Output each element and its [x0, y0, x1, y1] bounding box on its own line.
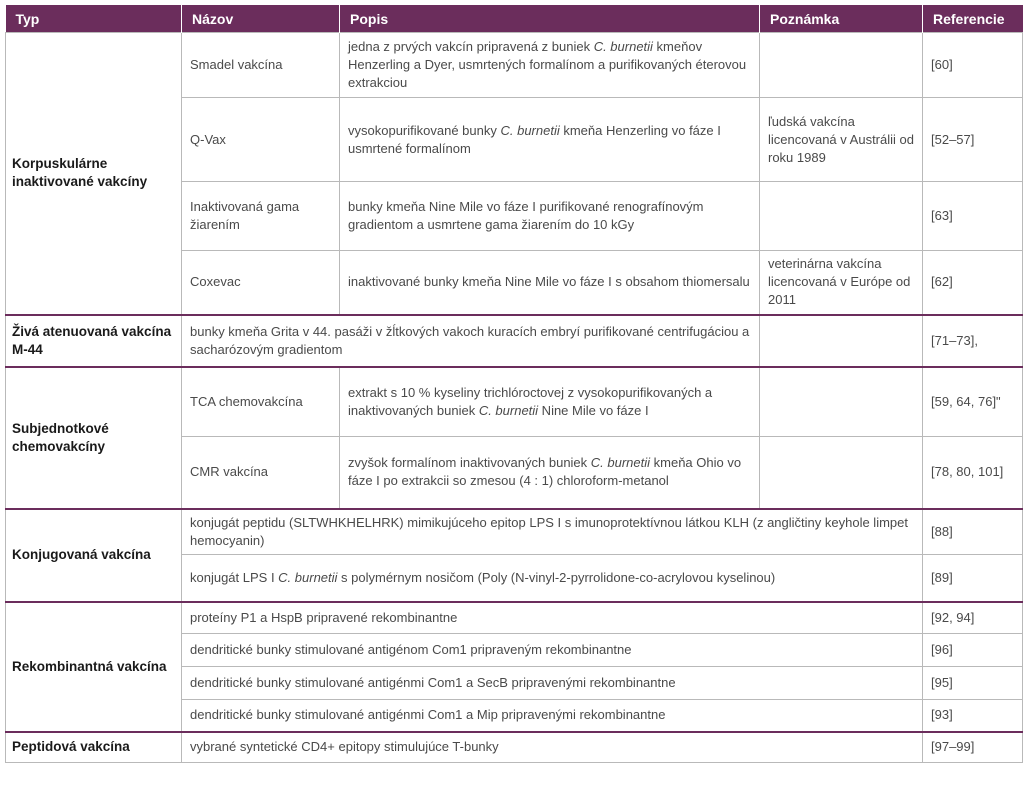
ref-cell: [89] — [923, 555, 1023, 602]
header-popis: Popis — [340, 5, 760, 33]
desc-cell: dendritické bunky stimulované antigénmi Com1 a Mip pripravenými rekombinantne — [182, 700, 923, 732]
note-cell — [760, 437, 923, 509]
desc-cell: konjugát peptidu (SLTWHKHELHRK) mimikujúceho epitop LPS I s imunoprotektívnou látkou KLH (z angličtiny keyhole limpet hemocyanin) — [182, 509, 923, 555]
header-referencie: Referencie — [923, 5, 1023, 33]
name-cell: Inaktivovaná gama žiarením — [182, 182, 340, 251]
ref-cell: [95] — [923, 667, 1023, 700]
desc-cell: dendritické bunky stimulované antigénom Com1 pripraveným rekombinantne — [182, 634, 923, 667]
table-header-row — [6, 5, 1023, 33]
ref-cell: [97–99] — [923, 732, 1023, 763]
note-cell: veterinárna vakcína licencovaná v Európe od 2011 — [760, 251, 923, 315]
desc-cell: bunky kmeňa Grita v 44. pasáži v žĺtkových vakoch kuracích embryí purifikované centrifugáciou a sacharózovým gradientom — [182, 315, 760, 367]
ref-cell: [52–57] — [923, 98, 1023, 182]
desc-cell: vysokopurifikované bunky C. burnetii kmeňa Henzerling vo fáze I usmrtené formalínom — [340, 98, 760, 182]
desc-cell: extrakt s 10 % kyseliny trichlóroctovej z vysokopurifikovaných a inaktivovaných buniek C. burnetii Nine Mile vo fáze I — [340, 367, 760, 437]
header-typ: Typ — [6, 5, 182, 33]
table-row — [6, 33, 1023, 98]
note-cell: ľudská vakcína licencovaná v Austrálii od roku 1989 — [760, 98, 923, 182]
ref-cell: [60] — [923, 33, 1023, 98]
desc-cell: inaktivované bunky kmeňa Nine Mile vo fáze I s obsahom thiomersalu — [340, 251, 760, 315]
note-cell — [760, 315, 923, 367]
ref-cell: [93] — [923, 700, 1023, 732]
type-cell: Subjednotkové chemovakcíny — [6, 367, 182, 509]
desc-cell: bunky kmeňa Nine Mile vo fáze I purifikované renografínovým gradientom a usmrtene gama žiarením do 10 kGy — [340, 182, 760, 251]
table-row — [6, 367, 1023, 437]
note-cell — [760, 33, 923, 98]
type-cell: Peptidová vakcína — [6, 732, 182, 763]
ref-cell: [63] — [923, 182, 1023, 251]
desc-cell: konjugát LPS I C. burnetii s polymérnym nosičom (Poly (N-vinyl-2-pyrrolidone-co-acrylovou kyselinou) — [182, 555, 923, 602]
ref-cell: [96] — [923, 634, 1023, 667]
table-row — [6, 602, 1023, 634]
name-cell: TCA chemovakcína — [182, 367, 340, 437]
type-cell: Živá atenuovaná vakcína M-44 — [6, 315, 182, 367]
type-cell: Korpuskulárne inaktivované vakcíny — [6, 33, 182, 315]
name-cell: Q-Vax — [182, 98, 340, 182]
table-row — [6, 509, 1023, 555]
name-cell: Smadel vakcína — [182, 33, 340, 98]
note-cell — [760, 182, 923, 251]
header-nazov: Názov — [182, 5, 340, 33]
name-cell: CMR vakcína — [182, 437, 340, 509]
ref-cell: [71–73], — [923, 315, 1023, 367]
header-poznamka: Poznámka — [760, 5, 923, 33]
type-cell: Rekombinantná vakcína — [6, 602, 182, 732]
ref-cell: [59, 64, 76]" — [923, 367, 1023, 437]
note-cell — [760, 367, 923, 437]
desc-cell: jedna z prvých vakcín pripravená z buniek C. burnetii kmeňov Henzerling a Dyer, usmrtených formalínom a purifikovaných éterovou extrakciou — [340, 33, 760, 98]
desc-cell: proteíny P1 a HspB pripravené rekombinantne — [182, 602, 923, 634]
vaccine-table — [5, 5, 1023, 763]
ref-cell: [62] — [923, 251, 1023, 315]
ref-cell: [92, 94] — [923, 602, 1023, 634]
type-cell: Konjugovaná vakcína — [6, 509, 182, 602]
desc-cell: dendritické bunky stimulované antigénmi Com1 a SecB pripravenými rekombinantne — [182, 667, 923, 700]
desc-cell: vybrané syntetické CD4+ epitopy stimulujúce T-bunky — [182, 732, 923, 763]
table-row — [6, 732, 1023, 763]
name-cell: Coxevac — [182, 251, 340, 315]
ref-cell: [78, 80, 101] — [923, 437, 1023, 509]
ref-cell: [88] — [923, 509, 1023, 555]
desc-cell: zvyšok formalínom inaktivovaných buniek C. burnetii kmeňa Ohio vo fáze I po extrakcii so zmesou (4 : 1) chloroform-metanol — [340, 437, 760, 509]
table-row — [6, 315, 1023, 367]
